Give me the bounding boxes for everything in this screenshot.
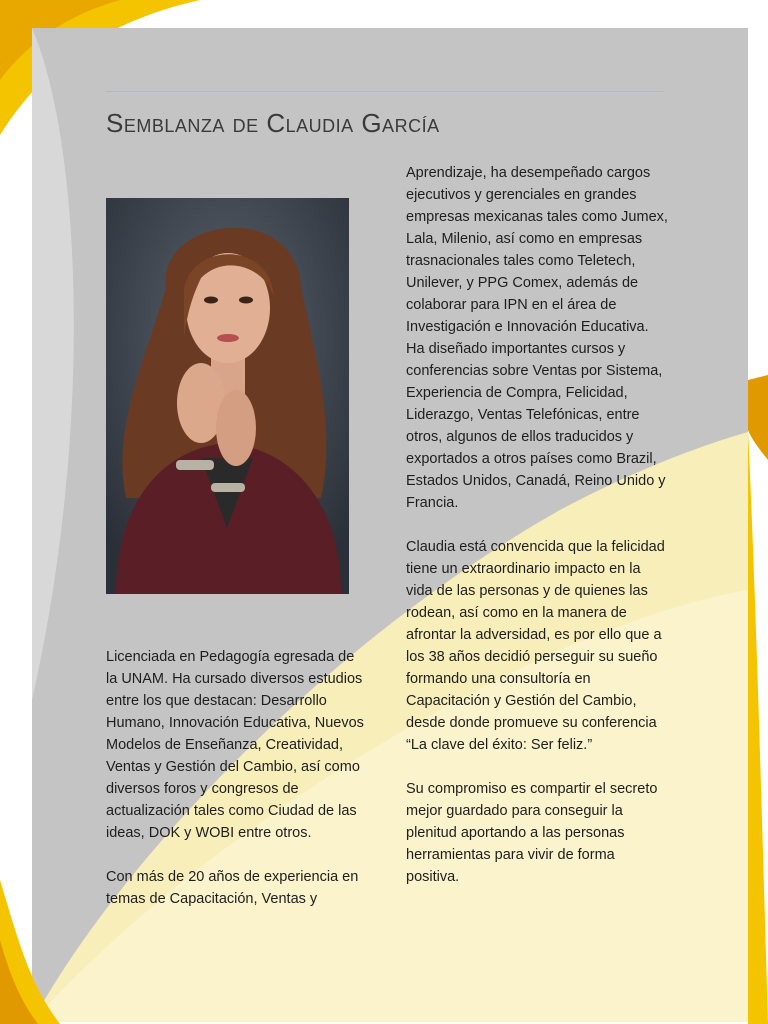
paragraph: Con más de 20 años de experiencia en temas de Capacitación, Ventas y: [106, 869, 359, 907]
page-title: Semblanza de Claudia García: [106, 108, 440, 138]
title-rule: [106, 91, 664, 92]
paragraph: Aprendizaje, ha desempeñado cargos ejecutivos y gerenciales en grandes empresas mexicanas tales como Jumex, Lala, Milenio, así como en empresas trasnacionales tales como Teletech, Unilever, y PPG Comex, además de colaborar para IPN en el área de Investigación e Innovación Educativa.: [406, 165, 668, 335]
right-text-column: [406, 162, 668, 888]
paragraph: Ha diseñado importantes cursos y conferencias sobre Ventas por Sistema, Experiencia de Compra, Felicidad, Liderazgo, Ventas Telefónicas, entre otros, algunos de ellos traducidos y exportados a otros países como Brazil, Estados Unidos, Canadá, Reino Unido y Francia.: [406, 341, 666, 511]
paragraph: Licenciada en Pedagogía egresada de la UNAM. Ha cursado diversos estudios entre los que destacan: Desarrollo Humano, Innovación Educativa, Nuevos Modelos de Enseñanza, Creatividad, Ventas y Gestión del Cambio, así como diversos foros y congresos de actualización tales como Ciudad de las ideas, DOK y WOBI entre otros.: [106, 649, 364, 841]
left-text-column: [106, 646, 366, 910]
portrait-photo: [106, 198, 349, 594]
paragraph: Claudia está convencida que la felicidad tiene un extraordinario impacto en la vida de las personas y de quienes las rodean, así como en la manera de afrontar la adversidad, es por ello que a los 38 años decidió perseguir su sueño formando una consultoría en Capacitación y Gestión del Cambio, desde donde promueve su conferencia “La clave del éxito: Ser feliz.”: [406, 539, 665, 753]
paragraph: Su compromiso es compartir el secreto mejor guardado para conseguir la plenitud aportando a las personas herramientas para vivir de forma positiva.: [406, 781, 658, 885]
